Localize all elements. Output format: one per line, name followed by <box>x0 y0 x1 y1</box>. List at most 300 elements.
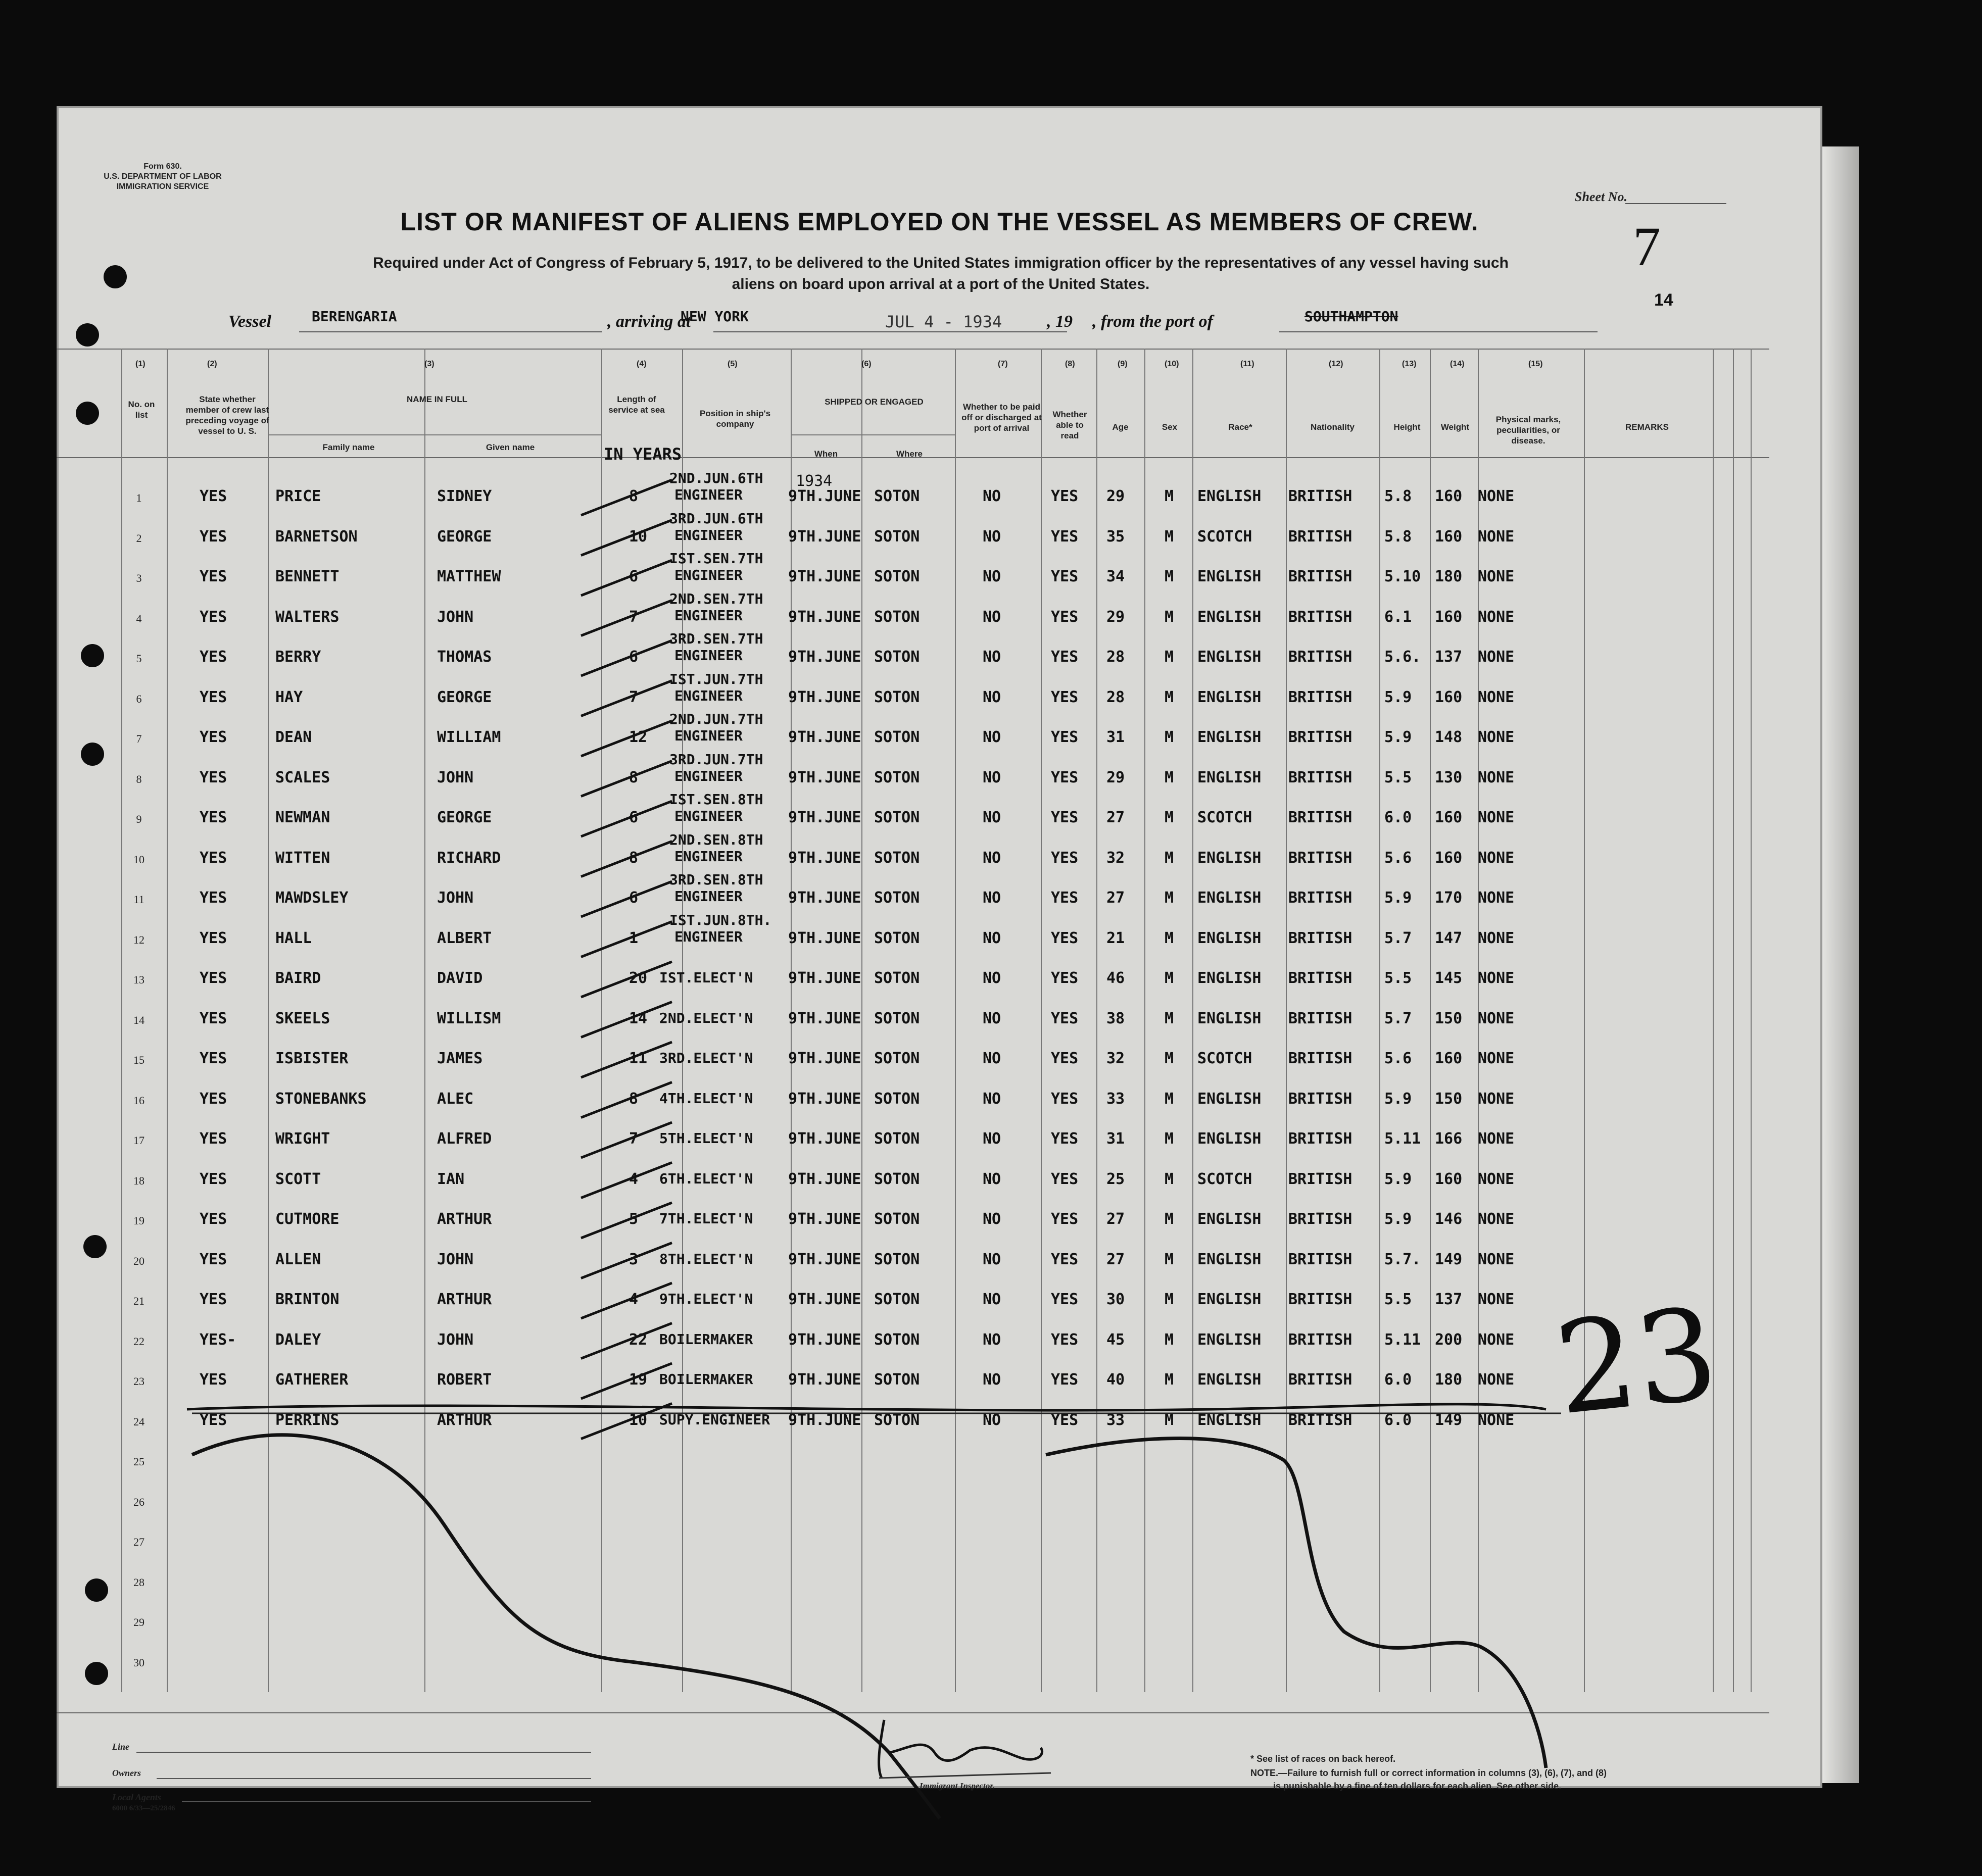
form-number: Form 630. <box>143 162 182 171</box>
family-name: HALL <box>275 929 312 947</box>
physical-marks: NONE <box>1478 1130 1515 1148</box>
race: ENGLISH <box>1197 608 1262 626</box>
position-line-1: BOILERMAKER <box>659 1330 753 1348</box>
member-status: YES <box>200 969 227 987</box>
weight: 160 <box>1435 608 1463 626</box>
family-name: DEAN <box>275 728 312 746</box>
nationality: BRITISH <box>1288 1009 1352 1027</box>
service-years: 4 <box>629 1291 639 1308</box>
able-to-read: YES <box>1051 487 1079 505</box>
physical-marks: NONE <box>1478 1090 1515 1108</box>
race: SCOTCH <box>1197 527 1252 546</box>
service-slash <box>581 640 672 676</box>
failure-note-line-2: is punishable by a fine of ten dollars for each alien. See other side. <box>1273 1781 1562 1791</box>
weight: 148 <box>1435 728 1463 746</box>
row-number: 15 <box>133 1054 144 1066</box>
shipped-where: SOTON <box>874 1291 920 1308</box>
nationality: BRITISH <box>1288 929 1352 947</box>
sex: M <box>1165 527 1174 546</box>
shipped-where: SOTON <box>874 929 920 947</box>
age: 32 <box>1106 849 1125 867</box>
service-years: 20 <box>629 969 648 987</box>
position-line-1: 5TH.ELECT'N <box>659 1130 753 1147</box>
height: 6.0 <box>1384 809 1412 826</box>
nationality: BRITISH <box>1288 648 1352 666</box>
physical-marks: NONE <box>1478 768 1515 786</box>
paid-off: NO <box>983 1130 1001 1148</box>
footer-line-label: Line <box>112 1742 129 1752</box>
height: 5.11 <box>1384 1130 1421 1148</box>
service-years: 12 <box>629 728 648 746</box>
age: 27 <box>1106 1250 1125 1268</box>
paid-off: NO <box>983 889 1001 907</box>
sex: M <box>1165 487 1174 505</box>
sex: M <box>1165 768 1174 786</box>
header-able-read: Whether able to read <box>1052 410 1087 440</box>
height: 5.8 <box>1384 527 1412 546</box>
nationality: BRITISH <box>1288 1090 1352 1108</box>
page-title: LIST OR MANIFEST OF ALIENS EMPLOYED ON THE VESSEL AS MEMBERS OF CREW. <box>400 208 1479 236</box>
family-name: BERRY <box>275 648 321 666</box>
shipped-where: SOTON <box>874 1250 920 1268</box>
service-slash <box>581 1002 672 1038</box>
header-when: When <box>814 449 838 459</box>
race: ENGLISH <box>1197 648 1262 666</box>
physical-marks: NONE <box>1478 1170 1515 1188</box>
age: 28 <box>1106 688 1125 706</box>
service-slash <box>581 681 672 716</box>
service-slash <box>581 1082 672 1118</box>
paid-off: NO <box>983 728 1001 746</box>
shipped-where: SOTON <box>874 1130 920 1148</box>
sex: M <box>1165 1050 1174 1067</box>
sex: M <box>1165 889 1174 907</box>
position-line-1: 3RD.SEN.7TH <box>669 630 763 647</box>
member-status: YES <box>200 1050 227 1067</box>
sex: M <box>1165 1330 1174 1349</box>
service-slash <box>581 881 672 917</box>
member-status: YES <box>200 1130 227 1148</box>
able-to-read: YES <box>1051 768 1079 786</box>
shipped-where: SOTON <box>874 1050 920 1067</box>
family-name: WALTERS <box>275 608 340 626</box>
weight: 180 <box>1435 568 1463 585</box>
service-name: IMMIGRATION SERVICE <box>116 182 209 191</box>
service-slash <box>581 1163 672 1198</box>
family-name: PRICE <box>275 487 321 505</box>
handwritten-total: 23 <box>1549 1280 1724 1443</box>
row-number: 17 <box>133 1134 144 1147</box>
race: SCOTCH <box>1197 1170 1252 1188</box>
paid-off: NO <box>983 1330 1001 1349</box>
member-status: YES <box>200 568 227 585</box>
position-line-2: ENGINEER <box>674 848 743 865</box>
position-line-1: IST.SEN.7TH <box>669 550 763 567</box>
member-status: YES <box>200 1411 227 1429</box>
position-line-1: 3RD.JUN.7TH <box>669 751 763 768</box>
physical-marks: NONE <box>1478 568 1515 585</box>
weight: 145 <box>1435 969 1463 987</box>
service-slash <box>581 560 672 596</box>
given-name: GEORGE <box>437 688 492 706</box>
height: 5.5 <box>1384 768 1412 786</box>
given-name: GEORGE <box>437 527 492 546</box>
age: 33 <box>1106 1411 1125 1429</box>
position-line-1: BOILERMAKER <box>659 1371 753 1388</box>
shipped-where: SOTON <box>874 1210 920 1228</box>
position-line-2: ENGINEER <box>674 526 743 544</box>
shipped-where: SOTON <box>874 568 920 585</box>
shipped-when: 9TH.JUNE <box>788 1050 861 1067</box>
sex: M <box>1165 929 1174 947</box>
nationality: BRITISH <box>1288 1411 1352 1429</box>
paid-off: NO <box>983 568 1001 585</box>
shipped-when: 9TH.JUNE <box>788 969 861 987</box>
able-to-read: YES <box>1051 728 1079 746</box>
paid-off: NO <box>983 1210 1001 1228</box>
paid-off: NO <box>983 1371 1001 1389</box>
race: ENGLISH <box>1197 889 1262 907</box>
family-name: WITTEN <box>275 849 330 867</box>
header-weight: Weight <box>1440 422 1470 432</box>
weight: 146 <box>1435 1210 1463 1228</box>
height: 5.7 <box>1384 929 1412 947</box>
row-number: 12 <box>133 933 144 946</box>
shipped-when: 9TH.JUNE <box>788 1130 861 1148</box>
family-name: SKEELS <box>275 1009 330 1027</box>
family-name: GATHERER <box>275 1371 349 1389</box>
position-line-1: IST.JUN.8TH. <box>669 911 772 928</box>
physical-marks: NONE <box>1478 969 1515 987</box>
shipped-when: 9TH.JUNE <box>788 929 861 947</box>
shipped-when: 9TH.JUNE <box>788 1170 861 1188</box>
given-name: GEORGE <box>437 809 492 826</box>
position-line-1: 3RD.SEN.8TH <box>669 871 763 888</box>
shipped-when: 9TH.JUNE <box>788 768 861 786</box>
position-line-2: ENGINEER <box>674 727 743 744</box>
footer-form-code: 6000 6/33—25/2846 <box>112 1804 175 1812</box>
given-name: JOHN <box>437 1330 474 1349</box>
header-height: Height <box>1393 422 1421 432</box>
race: ENGLISH <box>1197 1411 1262 1429</box>
race: ENGLISH <box>1197 1130 1262 1148</box>
header-paid-off: Whether to be paid off or discharged at port of arrival <box>961 402 1042 433</box>
nationality: BRITISH <box>1288 809 1352 826</box>
given-name: ALEC <box>437 1090 474 1108</box>
service-slash <box>581 1283 672 1318</box>
column-number: (12) <box>1329 360 1343 368</box>
able-to-read: YES <box>1051 1330 1079 1349</box>
paid-off: NO <box>983 1291 1001 1308</box>
able-to-read: YES <box>1051 1250 1079 1268</box>
member-status: YES <box>200 1210 227 1228</box>
given-name: IAN <box>437 1170 465 1188</box>
service-years: 8 <box>629 487 639 505</box>
age: 27 <box>1106 889 1125 907</box>
service-slash <box>581 1404 672 1439</box>
sex: M <box>1165 809 1174 826</box>
sex: M <box>1165 728 1174 746</box>
footer-agents-label: Local Agents <box>112 1792 161 1802</box>
shipped-when: 9TH.JUNE <box>788 648 861 666</box>
column-number: (14) <box>1450 360 1465 368</box>
sex: M <box>1165 1291 1174 1308</box>
physical-marks: NONE <box>1478 1210 1515 1228</box>
family-name: HAY <box>275 688 303 706</box>
column-number: (15) <box>1528 360 1543 368</box>
height: 5.9 <box>1384 1210 1412 1228</box>
header-nationality: Nationality <box>1311 422 1355 432</box>
service-years: 3 <box>629 1250 639 1268</box>
column-number: (5) <box>728 360 738 368</box>
position-line-1: 2ND.JUN.7TH <box>669 711 763 727</box>
service-years: 11 <box>629 1050 648 1067</box>
race: ENGLISH <box>1197 1090 1262 1108</box>
given-name: ARTHUR <box>437 1411 492 1429</box>
position-line-1: SUPY.ENGINEER <box>659 1411 770 1428</box>
family-name: SCOTT <box>275 1170 321 1188</box>
race: ENGLISH <box>1197 1330 1262 1349</box>
weight: 160 <box>1435 688 1463 706</box>
physical-marks: NONE <box>1478 688 1515 706</box>
given-name: ARTHUR <box>437 1291 492 1308</box>
age: 27 <box>1106 809 1125 826</box>
shipped-when: 9TH.JUNE <box>788 608 861 626</box>
row-number: 26 <box>133 1495 144 1508</box>
age: 34 <box>1106 568 1125 585</box>
shipped-when: 9TH.JUNE <box>788 1291 861 1308</box>
column-number: (7) <box>998 360 1008 368</box>
member-status: YES <box>200 849 227 867</box>
weight: 130 <box>1435 768 1463 786</box>
column-number: (9) <box>1118 360 1128 368</box>
member-status: YES <box>200 809 227 826</box>
given-name: ALFRED <box>437 1130 492 1148</box>
service-slash <box>581 1323 672 1359</box>
height: 5.6. <box>1384 648 1421 666</box>
paid-off: NO <box>983 849 1001 867</box>
position-line-2: ENGINEER <box>674 567 743 583</box>
paid-off: NO <box>983 1090 1001 1108</box>
subtitle-line-1: Required under Act of Congress of February 5, 1917, to be delivered to the United States immigration officer by the representatives of any vessel having such <box>373 255 1509 271</box>
shipped-where: SOTON <box>874 1009 920 1027</box>
member-status: YES <box>200 1371 227 1389</box>
service-slash <box>581 721 672 756</box>
age: 29 <box>1106 487 1125 505</box>
member-status: YES <box>200 1090 227 1108</box>
physical-marks: NONE <box>1478 889 1515 907</box>
service-slash <box>581 601 672 636</box>
row-number: 10 <box>133 853 144 866</box>
column-number: (1) <box>135 360 146 368</box>
position-line-1: 4TH.ELECT'N <box>659 1090 753 1107</box>
age: 29 <box>1106 608 1125 626</box>
able-to-read: YES <box>1051 1371 1079 1389</box>
position-line-1: 2ND.SEN.7TH <box>669 590 763 607</box>
given-name: ALBERT <box>437 929 492 947</box>
row-number: 14 <box>133 1013 144 1026</box>
weight: 160 <box>1435 1170 1463 1188</box>
paid-off: NO <box>983 768 1001 786</box>
shipped-where: SOTON <box>874 608 920 626</box>
race: ENGLISH <box>1197 768 1262 786</box>
arrival-date-stamp: JUL 4 - 1934 <box>885 312 1002 331</box>
physical-marks: NONE <box>1478 648 1515 666</box>
header-position: Position in ship's company <box>699 409 771 429</box>
paid-off: NO <box>983 527 1001 546</box>
shipped-when: 9TH.JUNE <box>788 487 861 505</box>
nationality: BRITISH <box>1288 1170 1352 1188</box>
sex: M <box>1165 1130 1174 1148</box>
subtitle-line-2: aliens on board upon arrival at a port of the United States. <box>732 276 1150 292</box>
row-24-strike <box>187 1404 1546 1410</box>
position-line-1: 2ND.JUN.6TH <box>669 470 763 486</box>
member-status: YES <box>200 648 227 666</box>
service-years: 7 <box>629 1130 639 1148</box>
nationality: BRITISH <box>1288 1050 1352 1067</box>
weight: 200 <box>1435 1330 1463 1349</box>
race: ENGLISH <box>1197 1371 1262 1389</box>
height: 5.7 <box>1384 1009 1412 1027</box>
service-years: 6 <box>629 648 639 666</box>
position-line-2: ENGINEER <box>674 808 743 824</box>
year-written: 1934 <box>796 472 833 490</box>
race: ENGLISH <box>1197 929 1262 947</box>
position-line-1: 2ND.SEN.8TH <box>669 831 763 848</box>
position-line-2: ENGINEER <box>674 928 743 945</box>
paid-off: NO <box>983 809 1001 826</box>
given-name: JOHN <box>437 889 474 907</box>
shipped-when: 9TH.JUNE <box>788 688 861 706</box>
able-to-read: YES <box>1051 809 1079 826</box>
family-name: WRIGHT <box>275 1130 330 1148</box>
member-status: YES <box>200 1009 227 1027</box>
from-port-label: , from the port of <box>1092 312 1213 331</box>
column-number: (4) <box>637 360 647 368</box>
weight: 170 <box>1435 889 1463 907</box>
nationality: BRITISH <box>1288 849 1352 867</box>
paid-off: NO <box>983 688 1001 706</box>
nationality: BRITISH <box>1288 608 1352 626</box>
race: ENGLISH <box>1197 849 1262 867</box>
weight: 180 <box>1435 1371 1463 1389</box>
service-slash <box>581 761 672 797</box>
weight: 160 <box>1435 849 1463 867</box>
header-physical-marks: Physical marks, peculiarities, or disease. <box>1495 415 1561 446</box>
physical-marks: NONE <box>1478 608 1515 626</box>
given-name: JOHN <box>437 768 474 786</box>
header-no-on-list: No. on list <box>128 400 155 420</box>
column-number: (11) <box>1240 360 1254 368</box>
sex: M <box>1165 1170 1174 1188</box>
position-line-1: IST.ELECT'N <box>659 969 753 986</box>
family-name: SCALES <box>275 768 330 786</box>
nationality: BRITISH <box>1288 768 1352 786</box>
service-year-slashes <box>581 480 672 1439</box>
paid-off: NO <box>983 1170 1001 1188</box>
height: 5.8 <box>1384 487 1412 505</box>
service-years: 7 <box>629 688 639 706</box>
given-name: ARTHUR <box>437 1210 492 1228</box>
from-port: SOUTHAMPTON <box>1304 308 1398 325</box>
position-line-1: 9TH.ELECT'N <box>659 1291 753 1307</box>
age: 30 <box>1106 1291 1125 1308</box>
weight: 160 <box>1435 809 1463 826</box>
nationality: BRITISH <box>1288 969 1352 987</box>
race: ENGLISH <box>1197 1291 1262 1308</box>
age: 29 <box>1106 768 1125 786</box>
shipped-when: 9TH.JUNE <box>788 1090 861 1108</box>
header-state-member: State whether member of crew last preceding voyage of vessel to U. S. <box>185 394 269 436</box>
height: 6.1 <box>1384 608 1412 626</box>
position-line-1: 8TH.ELECT'N <box>659 1250 753 1267</box>
race: ENGLISH <box>1197 728 1262 746</box>
column-number: (13) <box>1402 360 1417 368</box>
service-slash <box>581 520 672 556</box>
page-number: 14 <box>1654 290 1673 310</box>
position-line-2: ENGINEER <box>674 647 743 664</box>
height: 5.7. <box>1384 1250 1421 1268</box>
weight: 150 <box>1435 1009 1463 1027</box>
header-remarks: REMARKS <box>1625 422 1669 432</box>
weight: 137 <box>1435 1291 1463 1308</box>
age: 45 <box>1106 1330 1125 1349</box>
member-status: YES <box>200 768 227 786</box>
race: ENGLISH <box>1197 688 1262 706</box>
service-slash <box>581 801 672 836</box>
shipped-where: SOTON <box>874 648 920 666</box>
paid-off: NO <box>983 1411 1001 1429</box>
given-name: ROBERT <box>437 1371 492 1389</box>
weight: 160 <box>1435 527 1463 546</box>
row-number: 20 <box>133 1254 144 1267</box>
failure-note-line-1: NOTE.—Failure to furnish full or correct information in columns (3), (6), (7), and (8) <box>1250 1768 1607 1778</box>
shipped-when: 9TH.JUNE <box>788 1330 861 1349</box>
given-name: JAMES <box>437 1050 483 1067</box>
row-number: 24 <box>133 1415 144 1428</box>
able-to-read: YES <box>1051 1210 1079 1228</box>
physical-marks: NONE <box>1478 849 1515 867</box>
given-name: JOHN <box>437 1250 474 1268</box>
member-status: YES <box>200 929 227 947</box>
service-years: 22 <box>629 1330 648 1349</box>
column-number: (6) <box>861 360 872 368</box>
able-to-read: YES <box>1051 1130 1079 1148</box>
row-number: 6 <box>136 692 142 705</box>
sex: M <box>1165 1250 1174 1268</box>
able-to-read: YES <box>1051 929 1079 947</box>
row-number: 27 <box>133 1536 144 1548</box>
position-line-1: 3RD.JUN.6TH <box>669 510 763 527</box>
given-name: SIDNEY <box>437 487 492 505</box>
shipped-where: SOTON <box>874 809 920 826</box>
age: 46 <box>1106 969 1125 987</box>
shipped-where: SOTON <box>874 1411 920 1429</box>
able-to-read: YES <box>1051 1411 1079 1429</box>
family-name: ALLEN <box>275 1250 321 1268</box>
physical-marks: NONE <box>1478 487 1515 505</box>
paid-off: NO <box>983 487 1001 505</box>
nationality: BRITISH <box>1288 1250 1352 1268</box>
weight: 149 <box>1435 1411 1463 1429</box>
row-number: 4 <box>136 612 142 625</box>
shipped-where: SOTON <box>874 969 920 987</box>
sex: M <box>1165 1210 1174 1228</box>
physical-marks: NONE <box>1478 1371 1515 1389</box>
height: 5.5 <box>1384 1291 1412 1308</box>
paid-off: NO <box>983 1009 1001 1027</box>
position-line-2: ENGINEER <box>674 486 743 503</box>
